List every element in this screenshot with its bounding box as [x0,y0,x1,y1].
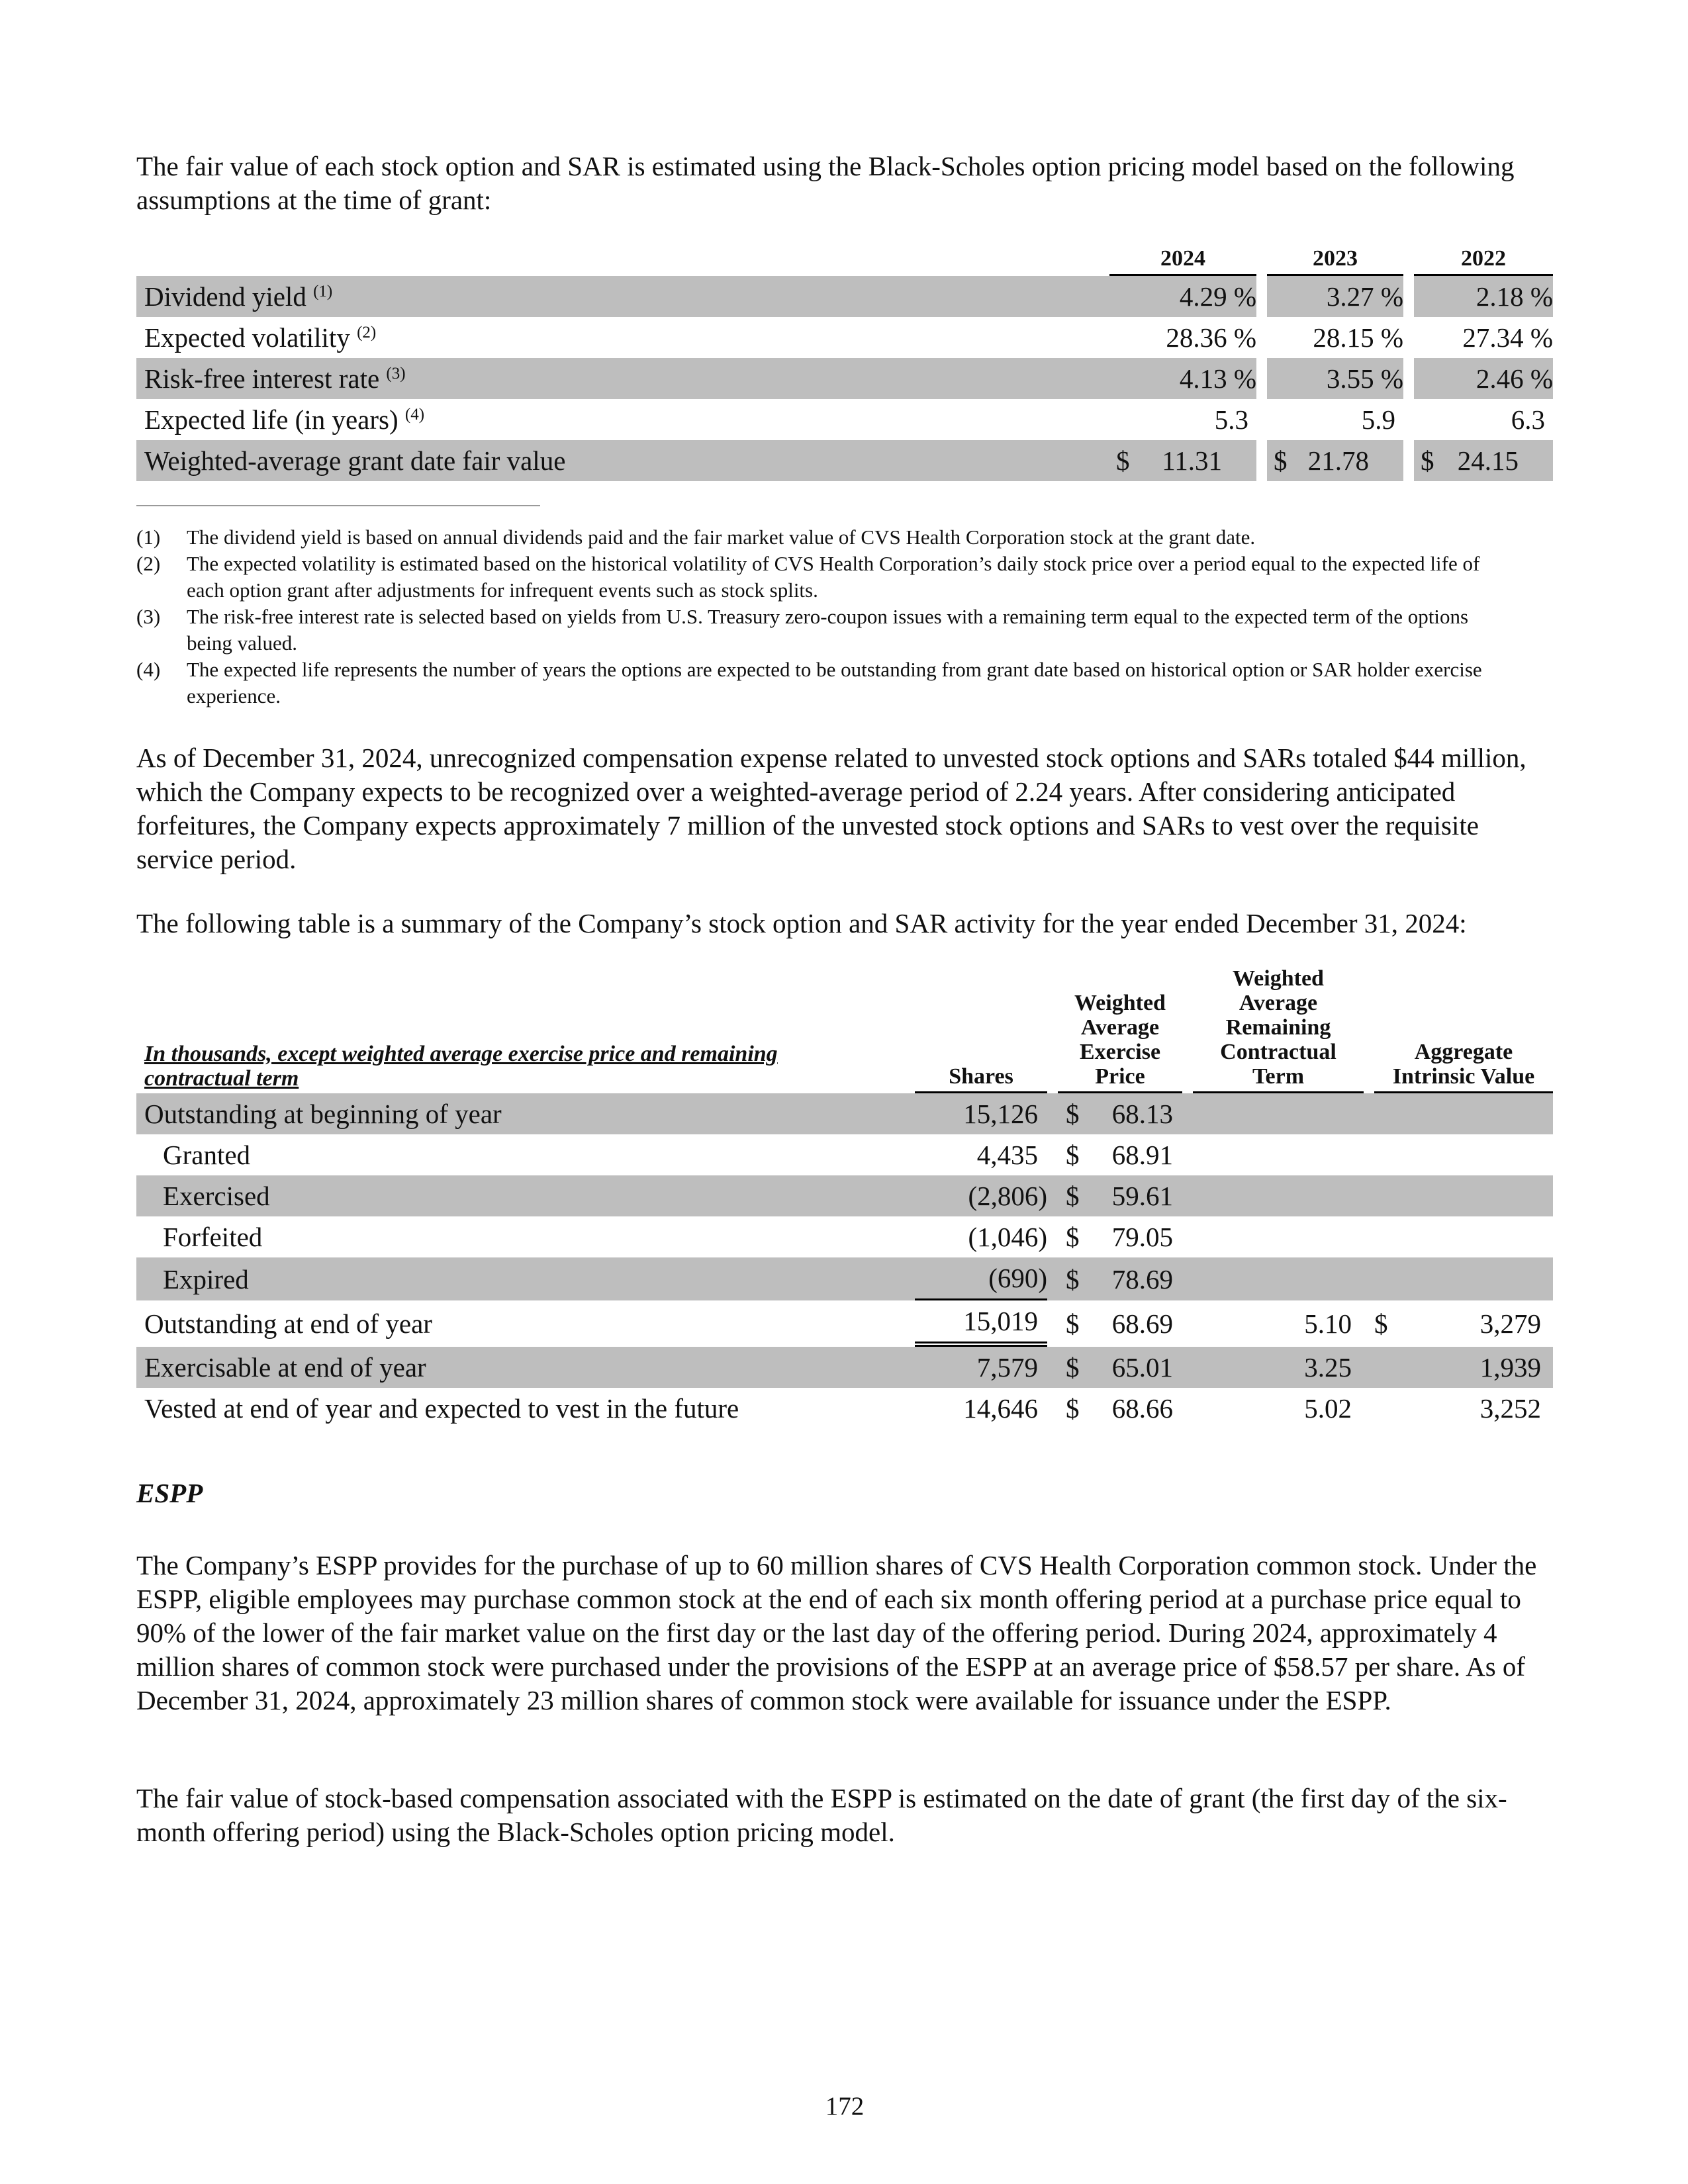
assumption-label [136,358,1109,399]
dollar-sign: $ [1066,1222,1080,1252]
shares-value: (1,046) [968,1222,1047,1252]
activity-label: Forfeited [163,1222,263,1252]
assumption-label-text: Expected life (in years) [144,404,399,435]
footnote-ref: (4) [404,406,425,424]
activity-label: Outstanding at end of year [144,1308,432,1339]
intrinsic-value-cell [1374,1257,1553,1300]
dollar-sign: $ [1066,1099,1080,1129]
page-number: 172 [825,2092,865,2120]
value-text: 27.34 % [1462,322,1553,353]
dollar-sign: $ [1066,1181,1080,1211]
assumption-label [136,317,1109,358]
assumption-row [136,440,1553,481]
exercise-price-value: 79.05 [1111,1222,1173,1252]
exercise-price-value: 68.66 [1111,1393,1173,1424]
value-text: 28.15 % [1313,322,1403,353]
contractual-term-column-header: Weighted Average Remaining Contractual Term [1193,966,1364,1093]
assumption-value [1109,440,1256,481]
dollar-sign: $ [1066,1393,1080,1424]
intrinsic-value-cell [1374,1347,1553,1388]
assumption-label-text: Risk-free interest rate [144,363,380,394]
value-text: 28.36 % [1166,322,1256,353]
assumption-value [1267,399,1403,440]
exercise-price-value: 68.91 [1111,1140,1173,1170]
activity-header-label: In thousands, except weighted average exercise price and remaining contractual term [144,1042,778,1091]
value-text: 2.46 % [1476,363,1553,394]
activity-label: Outstanding at beginning of year [136,1093,915,1134]
shares-value: 4,435 [976,1140,1038,1170]
footnote-text: The expected life represents the number of years the options are expected to be outstanding from grant date based on historical option or SAR holder exercise experience. [187,658,1482,707]
footnote-number: (4) [136,658,161,681]
intrinsic-value-cell [1374,1093,1553,1134]
espp-heading: ESPP [136,1478,203,1508]
summary-intro-paragraph: The following table is a summary of the Company’s stock option and SAR activity for the year ended December 31, 2024: [136,908,1467,938]
intrinsic-value-cell [1374,1134,1553,1175]
assumption-row [136,399,1553,440]
activity-label: Granted [163,1140,251,1170]
value-text: 6.3 [1511,404,1545,435]
assumption-value [1267,317,1403,358]
shares-column-header: Shares [915,966,1047,1093]
exercise-price-value: 65.01 [1111,1352,1173,1383]
assumption-value [1414,276,1553,317]
assumption-value [1267,358,1403,399]
activity-row [136,1388,1553,1429]
contractual-term-value: 3.25 [1193,1347,1364,1388]
dollar-sign: $ [1066,1140,1080,1170]
exercise-price-value: 68.69 [1111,1308,1173,1339]
activity-row [136,1216,1553,1257]
assumption-label-text: Dividend yield [144,281,306,312]
activity-label: Vested at end of year and expected to vest in the future [144,1393,739,1424]
activity-row [136,1175,1553,1216]
activity-row [136,1134,1553,1175]
shares-value: 7,579 [915,1347,1047,1388]
footnote-text: The dividend yield is based on annual dividends paid and the fair market value of CVS Health Corporation stock at the grant date. [187,525,1256,549]
dollar-sign: $ [1421,445,1434,476]
intrinsic-value: 1,939 [1479,1352,1541,1383]
assumption-value [1109,358,1256,399]
assumption-value [1414,440,1553,481]
assumptions-table [136,241,1553,481]
activity-label: Exercisable at end of year [136,1347,915,1388]
footnote-ref: (2) [357,324,377,341]
assumption-value [1267,276,1403,317]
activity-row [136,1347,1553,1388]
shares-value: 15,019 [915,1300,1047,1347]
contractual-term-value [1193,1093,1364,1134]
exercise-price-cell [1058,1175,1182,1216]
assumption-label-text: Weighted-average grant date fair value [144,445,566,476]
footnote-number: (2) [136,552,161,575]
exercise-price-cell [1058,1093,1182,1134]
value-text: 2.18 % [1476,281,1553,312]
exercise-price-cell [1058,1216,1182,1257]
value-text: 21.78 [1307,445,1369,476]
assumption-row [136,317,1553,358]
intrinsic-value: 3,252 [1479,1393,1541,1424]
assumption-label-text: Expected volatility [144,322,350,353]
dollar-sign: $ [1374,1308,1388,1339]
intrinsic-value-cell [1374,1175,1553,1216]
footnote-divider [136,505,540,506]
contractual-term-value [1193,1175,1364,1216]
contractual-term-value: 5.10 [1304,1308,1352,1339]
year-header: 2024 [1109,241,1256,276]
dollar-sign: $ [1274,445,1288,476]
intrinsic-value-cell [1374,1300,1553,1347]
activity-label: Exercised [136,1175,915,1216]
shares-value: (2,806) [915,1175,1047,1216]
dollar-sign: $ [1066,1352,1080,1383]
dollar-sign: $ [1066,1263,1080,1295]
value-text: 3.55 % [1326,363,1403,394]
footnote-ref: (1) [313,283,333,300]
footnote-number: (3) [136,605,161,628]
shares-value: (690) [915,1257,1047,1300]
exercise-price-cell [1058,1388,1182,1429]
value-text: 11.31 [1162,445,1222,476]
assumption-label [136,276,1109,317]
footnote-number: (1) [136,525,161,549]
assumptions-header-row [136,241,1553,276]
dollar-sign: $ [1066,1308,1080,1339]
espp-paragraph: The Company’s ESPP provides for the purchase of up to 60 million shares of CVS Health Corporation common stock. Under the ESPP, eligible employees may purchase common stock at the end of each six month offering period at a purchase price equal to 90% of the lower of the fair market value on the first day or the last day of the offering period. During 2024, approximately 4 million shares of common stock were purchased under the provisions of the ESPP at an average price of $58.57 per share. As of December 31, 2024, approximately 23 million shares of common stock were available for issuance under the ESPP. [136,1550,1537,1715]
activity-header-row [136,966,1553,1093]
contractual-term-value: 5.02 [1304,1393,1352,1424]
exercise-price-value: 59.61 [1111,1181,1173,1211]
assumption-label [136,440,1109,481]
assumption-value [1414,399,1553,440]
year-header: 2023 [1267,241,1403,276]
footnote-ref: (3) [386,365,406,383]
assumption-row [136,358,1553,399]
intro-paragraph: The fair value of each stock option and SAR is estimated using the Black-Scholes option pricing model based on the following assumptions at the time of grant: [136,151,1515,215]
exercise-price-value: 78.69 [1111,1263,1173,1295]
exercise-price-value: 68.13 [1111,1099,1173,1129]
assumption-label [136,399,1109,440]
assumption-value [1109,317,1256,358]
value-text: 4.13 % [1179,363,1256,394]
value-text: 3.27 % [1326,281,1403,312]
assumption-value [1414,358,1553,399]
assumption-value [1109,399,1256,440]
assumption-value [1109,276,1256,317]
option-activity-table [136,966,1553,1429]
intrinsic-value-cell [1374,1388,1553,1429]
value-text: 4.29 % [1179,281,1256,312]
assumption-value [1414,317,1553,358]
intrinsic-value-column-header: Aggregate Intrinsic Value [1374,966,1553,1093]
exercise-price-cell [1058,1257,1182,1300]
year-header: 2022 [1414,241,1553,276]
assumption-value [1267,440,1403,481]
assumption-row [136,276,1553,317]
activity-row [136,1257,1553,1300]
unrecognized-expense-paragraph: As of December 31, 2024, unrecognized compensation expense related to unvested stock options and SARs totaled $44 million, which the Company expects to be recognized over a weighted-average period of 2.24 years. After considering anticipated forfeitures, the Company expects approximately 7 million of the unvested stock options and SARs to vest over the requisite service period. [136,743,1526,874]
value-text: 5.9 [1361,404,1395,435]
value-text: 24.15 [1457,445,1519,476]
dollar-sign: $ [1116,445,1130,476]
footnote-text: The risk-free interest rate is selected based on yields from U.S. Treasury zero-coupon issues with a remaining term equal to the expected term of the options being valued. [187,605,1469,655]
exercise-price-cell [1058,1347,1182,1388]
intrinsic-value-cell [1374,1216,1553,1257]
espp-fair-value-paragraph: The fair value of stock-based compensation associated with the ESPP is estimated on the date of grant (the first day of the six-month offering period) using the Black-Scholes option pricing model. [136,1783,1507,1847]
exercise-price-cell [1058,1300,1182,1347]
contractual-term-value [1193,1216,1364,1257]
contractual-term-value [1193,1257,1364,1300]
activity-label: Expired [136,1257,915,1300]
value-text: 5.3 [1214,404,1248,435]
footnote-text: The expected volatility is estimated based on the historical volatility of CVS Health Corporation’s daily stock price over a period equal to the expected life of each option grant after adjustments for infrequent events such as stock splits. [187,552,1480,602]
activity-row [136,1093,1553,1134]
exercise-price-cell [1058,1134,1182,1175]
activity-row [136,1300,1553,1347]
exercise-price-column-header: Weighted Average Exercise Price [1058,966,1182,1093]
shares-value: 14,646 [963,1393,1038,1424]
contractual-term-value [1193,1134,1364,1175]
shares-value: 15,126 [915,1093,1047,1134]
intrinsic-value: 3,279 [1479,1308,1541,1339]
